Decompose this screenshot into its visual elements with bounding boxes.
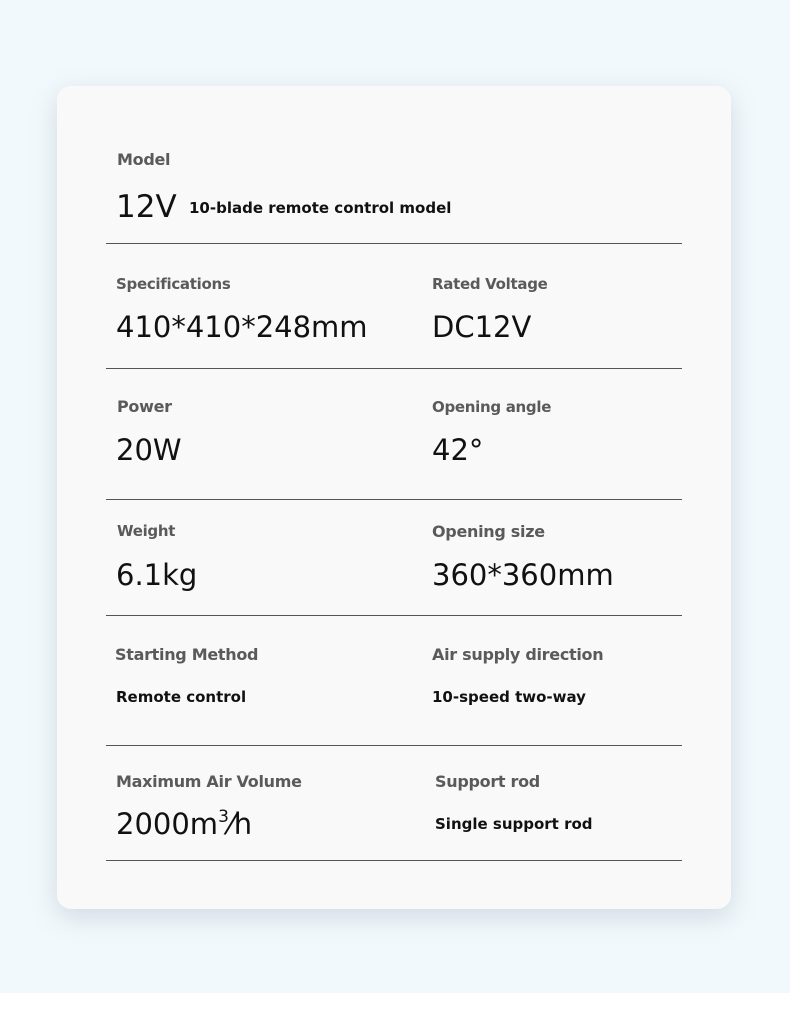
model-label: Model [117,150,171,169]
spec-value-power: 20W [116,433,182,467]
divider [106,243,682,244]
spec-value-starting-method: Remote control [116,688,247,706]
spec-value-specifications: 410*410*248mm [116,310,368,344]
spec-label-air-supply-direction: Air supply direction [432,645,604,664]
spec-label-opening-angle: Opening angle [432,398,552,416]
air-volume-number: 2000m [116,807,219,841]
spec-card [57,86,731,909]
spec-label-starting-method: Starting Method [115,645,259,664]
spec-label-power: Power [117,397,172,416]
spec-value-opening-size: 360*360mm [432,558,614,592]
air-volume-per-hour: ⁄h [228,807,253,841]
divider [106,615,682,616]
spec-value-support-rod: Single support rod [435,815,593,833]
divider [106,745,682,746]
divider [106,368,682,369]
spec-value-weight: 6.1kg [116,558,198,592]
air-volume-exponent: 3 [218,807,229,827]
spec-value-opening-angle: 42° [432,433,484,467]
spec-value-rated-voltage: DC12V [432,310,532,344]
page-bottom-strip [0,993,790,1019]
spec-label-weight: Weight [117,522,176,540]
model-value: 12V [116,189,177,225]
model-description: 10-blade remote control model [189,199,452,217]
spec-label-specifications: Specifications [116,275,231,293]
spec-label-support-rod: Support rod [435,772,540,791]
spec-label-opening-size: Opening size [432,522,545,541]
spec-label-rated-voltage: Rated Voltage [432,275,548,293]
divider [106,499,682,500]
divider [106,860,682,861]
spec-value-air-supply-direction: 10-speed two-way [432,688,586,706]
spec-value-max-air-volume [116,807,252,841]
spec-label-max-air-volume: Maximum Air Volume [116,772,302,791]
